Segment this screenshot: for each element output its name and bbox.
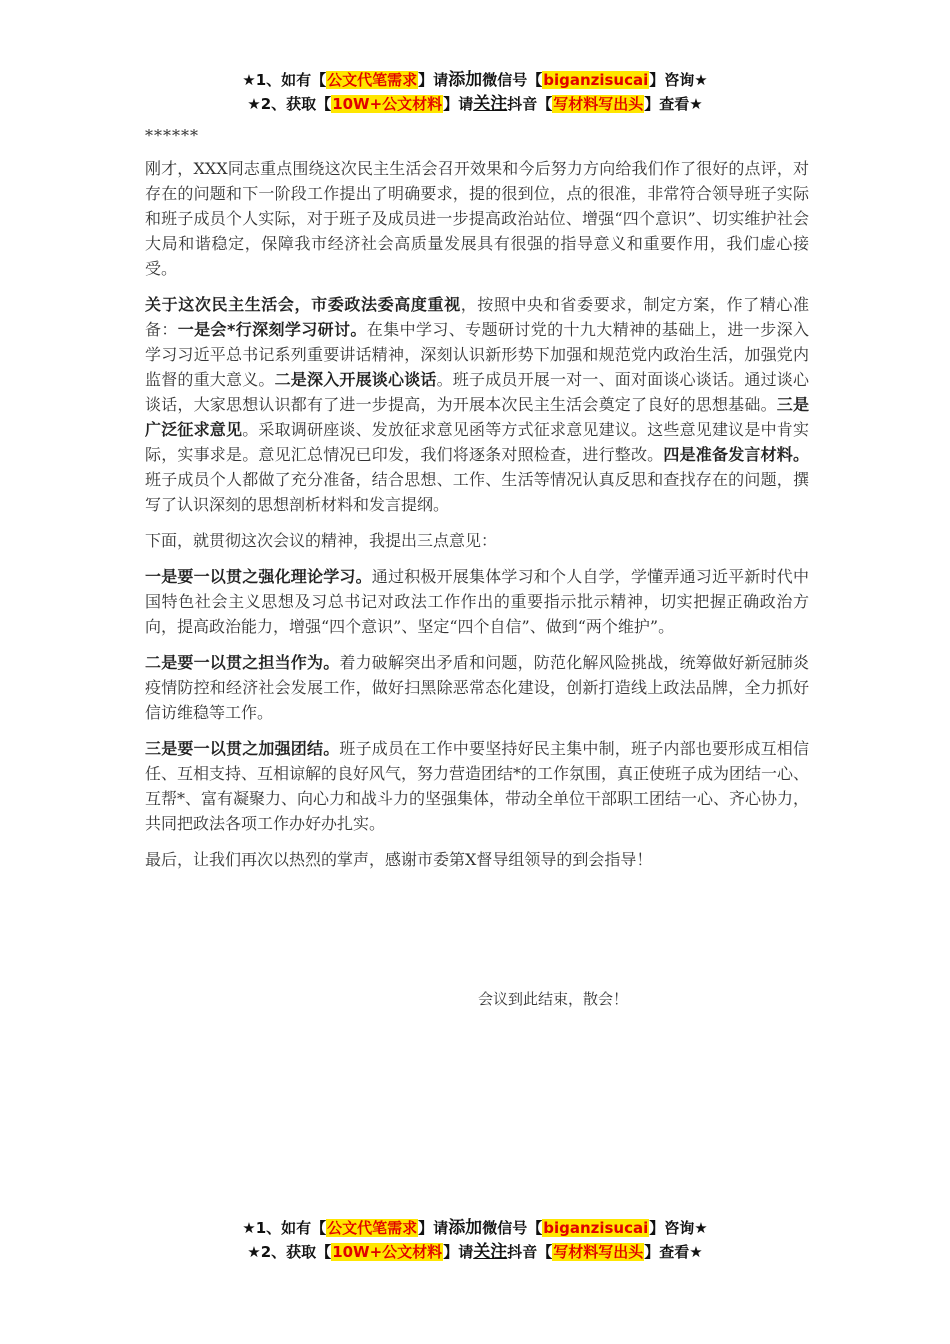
banner-text: 】查看★ [644, 95, 703, 113]
banner-line-1 [0, 68, 950, 92]
bold-phrase: 一是会*行深刻学习研讨。 [177, 320, 367, 339]
banner-text: 】请 [418, 71, 449, 89]
banner-text: 】请 [443, 95, 474, 113]
banner-text: 】咨询★ [649, 1219, 708, 1237]
wechat-id: biganzisucai [543, 71, 649, 89]
paragraph-text: 班子成员个人都做了充分准备，结合思想、工作、生活等情况认真反思和查找存在的问题，撰写了认识深刻的思想剖析材料和发言提纲。 [145, 470, 809, 514]
banner-text: 】咨询★ [649, 71, 708, 89]
paragraph-thanks: 最后，让我们再次以热烈的掌声，感谢市委第X督导组领导的到会指导！ [145, 850, 653, 869]
banner-text: 关注 [473, 1242, 508, 1262]
header-banner [0, 68, 950, 116]
banner-text: 添加 [448, 70, 483, 90]
banner-text: 】请 [443, 1243, 474, 1261]
bold-phrase: 四是准备发言材料。 [663, 445, 809, 464]
paragraph-preparation [145, 292, 809, 517]
paragraph-text: 。采取调研座谈、发放征求意见函等方式征求意见建议。这些意见建议是中肯实际，实事求是。意见汇总情况已印发，我们将逐条对照检查，进行整改。 [145, 420, 809, 464]
banner-highlight: 公文代笔需求 [327, 1219, 418, 1237]
douyin-account: 写材料写出头 [553, 95, 644, 113]
paragraph-point-2 [145, 650, 809, 725]
paragraph-text: ，按照中央和省委要求，制定方案，作了精心准备： [145, 295, 809, 339]
banner-text: 关注 [473, 94, 508, 114]
footer-banner [0, 1216, 950, 1264]
bold-phrase: 二是深入开展谈心谈话 [274, 370, 437, 389]
paragraph-point-1 [145, 564, 809, 639]
banner-text: ★2、获取【 [247, 1243, 332, 1261]
bold-phrase: 三是广泛征求意见 [145, 395, 809, 439]
banner-text: 微信号【 [482, 71, 543, 89]
stars-marker: ****** [145, 126, 199, 145]
paragraph-intro: 刚才，XXX同志重点围绕这次民主生活会召开效果和今后努力方向给我们作了很好的点评，对存在的问题和下一阶段工作提出了明确要求，提的很到位，点的很准，非常符合领导班子实际和班子成员个人实际，对于班子及成员进一步提高政治站位、增强“四个意识”、切实维护社会大局和谐稳定，保障我市经济社会高质量发展具有很强的指导意义和重要作用，我们虚心接受。 [145, 159, 809, 278]
paragraph-text: 班子成员在工作中要坚持好民主集中制，班子内部也要形成互相信任、互相支持、互相谅解的良好风气，努力营造团结*的工作氛围，真正使班子成为团结一心、互帮*、富有凝聚力、向心力和战斗力的坚强集体，带动全单位干部职工团结一心、齐心协力，共同把政法各项工作办好办扎实。 [145, 739, 810, 833]
bold-phrase: 一是要一以贯之强化理论学习。 [145, 567, 372, 586]
paragraph-text: 着力破解突出矛盾和问题，防范化解风险挑战，统筹做好新冠肺炎疫情防控和经济社会发展工作，做好扫黑除恶常态化建设，创新打造线上政法品牌，全力抓好信访维稳等工作。 [145, 653, 809, 722]
closing-line: 会议到此结束，散会！ [478, 990, 629, 1008]
document-body [145, 123, 809, 883]
banner-line-2 [0, 1240, 950, 1264]
paragraph-point-3 [145, 736, 809, 836]
wechat-id: biganzisucai [543, 1219, 649, 1237]
banner-highlight: 公文代笔需求 [327, 71, 418, 89]
banner-text: 】请 [418, 1219, 449, 1237]
banner-text: 抖音【 [507, 1243, 553, 1261]
banner-highlight: 10W+公文材料 [332, 1243, 443, 1261]
paragraph-text: 。班子成员开展一对一、面对面谈心谈话。通过谈心谈话，大家思想认识都有了进一步提高，为开展本次民主生活会奠定了良好的思想基础。 [145, 370, 809, 414]
banner-text: ★2、获取【 [247, 95, 332, 113]
banner-text: 】查看★ [644, 1243, 703, 1261]
paragraph-text: 通过积极开展集体学习和个人自学，学懂弄通习近平新时代中国特色社会主义思想及习总书记对政法工作作出的重要指示批示精神，切实把握正确政治方向，提高政治能力，增强“四个意识”、坚定“四个自信”、做到“两个维护”。 [145, 567, 809, 636]
banner-text: 抖音【 [507, 95, 553, 113]
banner-highlight: 10W+公文材料 [332, 95, 443, 113]
bold-phrase: 二是要一以贯之担当作为。 [145, 653, 340, 672]
banner-text: ★1、如有【 [242, 1219, 327, 1237]
banner-text: 微信号【 [482, 1219, 543, 1237]
bold-phrase: 关于这次民主生活会，市委政法委高度重视 [145, 295, 461, 314]
banner-line-2 [0, 92, 950, 116]
banner-text: ★1、如有【 [242, 71, 327, 89]
banner-text: 添加 [448, 1218, 483, 1238]
bold-phrase: 三是要一以贯之加强团结。 [145, 739, 340, 758]
paragraph-text: 在集中学习、专题研讨党的十九大精神的基础上，进一步深入学习习近平总书记系列重要讲话精神，深刻认识新形势下加强和规范党内政治生活，加强党内监督的重大意义。 [145, 320, 809, 389]
douyin-account: 写材料写出头 [553, 1243, 644, 1261]
banner-line-1 [0, 1216, 950, 1240]
paragraph-transition: 下面，就贯彻这次会议的精神，我提出三点意见： [145, 531, 498, 550]
